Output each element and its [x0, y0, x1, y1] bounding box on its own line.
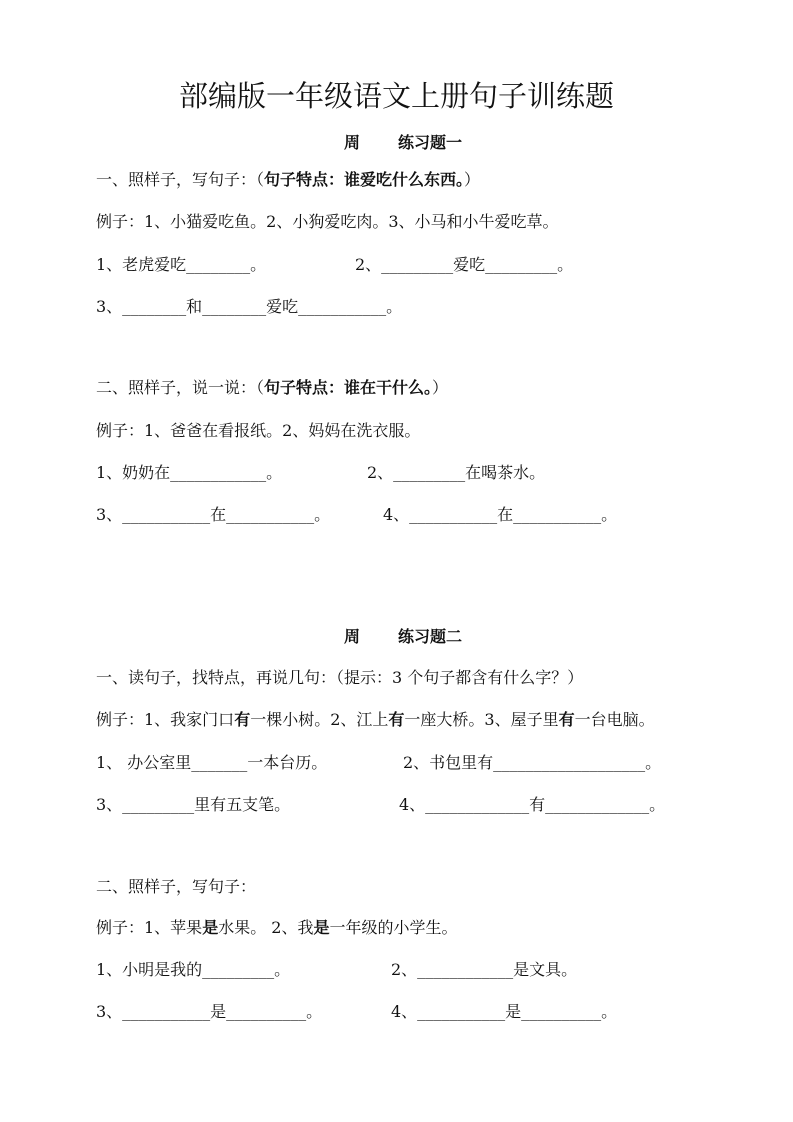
- exercise-heading: 练习题二: [398, 627, 463, 646]
- example-sentence: 例子：1、小猫爱吃鱼。2、小狗爱吃肉。3、小马和小牛爱吃草。: [96, 212, 559, 231]
- section-instruction: 二、照样子，写句子：: [96, 877, 257, 896]
- instruction-text: 二、照样子，说一说：（: [96, 378, 265, 397]
- example-text: 一年级的小学生。: [329, 918, 458, 937]
- key-word: 有: [558, 710, 575, 729]
- example-sentence: [96, 710, 655, 730]
- page-title: 部编版一年级语文上册句子训练题: [178, 79, 614, 113]
- sentence-feature: 句子特点：谁爱吃什么东西。: [264, 170, 465, 189]
- question-2: 2、____________是文具。: [391, 960, 578, 979]
- instruction-text: 一、照样子，写句子：（: [96, 170, 265, 189]
- week-label: 周: [344, 627, 361, 646]
- example-text: 一台电脑。: [574, 710, 655, 729]
- question-1: 1、小明是我的_________。: [96, 960, 291, 979]
- example-sentence: 例子：1、爸爸在看报纸。2、妈妈在洗衣服。: [96, 421, 421, 440]
- key-word: 是: [202, 918, 219, 937]
- key-word: 有: [234, 710, 251, 729]
- example-text: 例子：1、我家门口: [96, 710, 235, 729]
- section-instruction: [96, 170, 480, 190]
- instruction-close: ）: [432, 378, 449, 397]
- question-3: 3、___________是__________。: [96, 1002, 323, 1021]
- question-2: 2、书包里有___________________。: [403, 753, 662, 772]
- exercise-heading: 练习题一: [398, 133, 463, 152]
- instruction-close: ）: [464, 170, 481, 189]
- question-1: 1、 办公室里_______一本台历。: [96, 753, 328, 772]
- example-text: 例子：1、苹果: [96, 918, 203, 937]
- section-instruction: 一、读句子，找特点，再说几句：（提示：3 个句子都含有什么字？）: [96, 668, 584, 687]
- question-2: 2、_________在喝茶水。: [367, 463, 546, 482]
- section-instruction: [96, 378, 448, 398]
- example-text: 水果。 2、我: [218, 918, 314, 937]
- key-word: 有: [388, 710, 405, 729]
- question-3: 3、________和________爱吃___________。: [96, 297, 403, 316]
- example-text: 一棵小树。2、江上: [250, 710, 389, 729]
- question-1: 1、老虎爱吃________。: [96, 255, 267, 274]
- week-label: 周: [344, 133, 361, 152]
- question-3: 3、_________里有五支笔。: [96, 795, 291, 814]
- key-word: 是: [313, 918, 330, 937]
- question-4: 4、_____________有_____________。: [399, 795, 666, 814]
- question-2: 2、_________爱吃_________。: [355, 255, 574, 274]
- example-text: 一座大桥。3、屋子里: [404, 710, 559, 729]
- example-sentence: [96, 918, 458, 938]
- sentence-feature: 句子特点：谁在干什么。: [264, 378, 433, 397]
- question-4: 4、___________是__________。: [391, 1002, 618, 1021]
- question-4: 4、___________在___________。: [383, 505, 618, 524]
- question-1: 1、奶奶在____________。: [96, 463, 283, 482]
- question-3: 3、___________在___________。: [96, 505, 331, 524]
